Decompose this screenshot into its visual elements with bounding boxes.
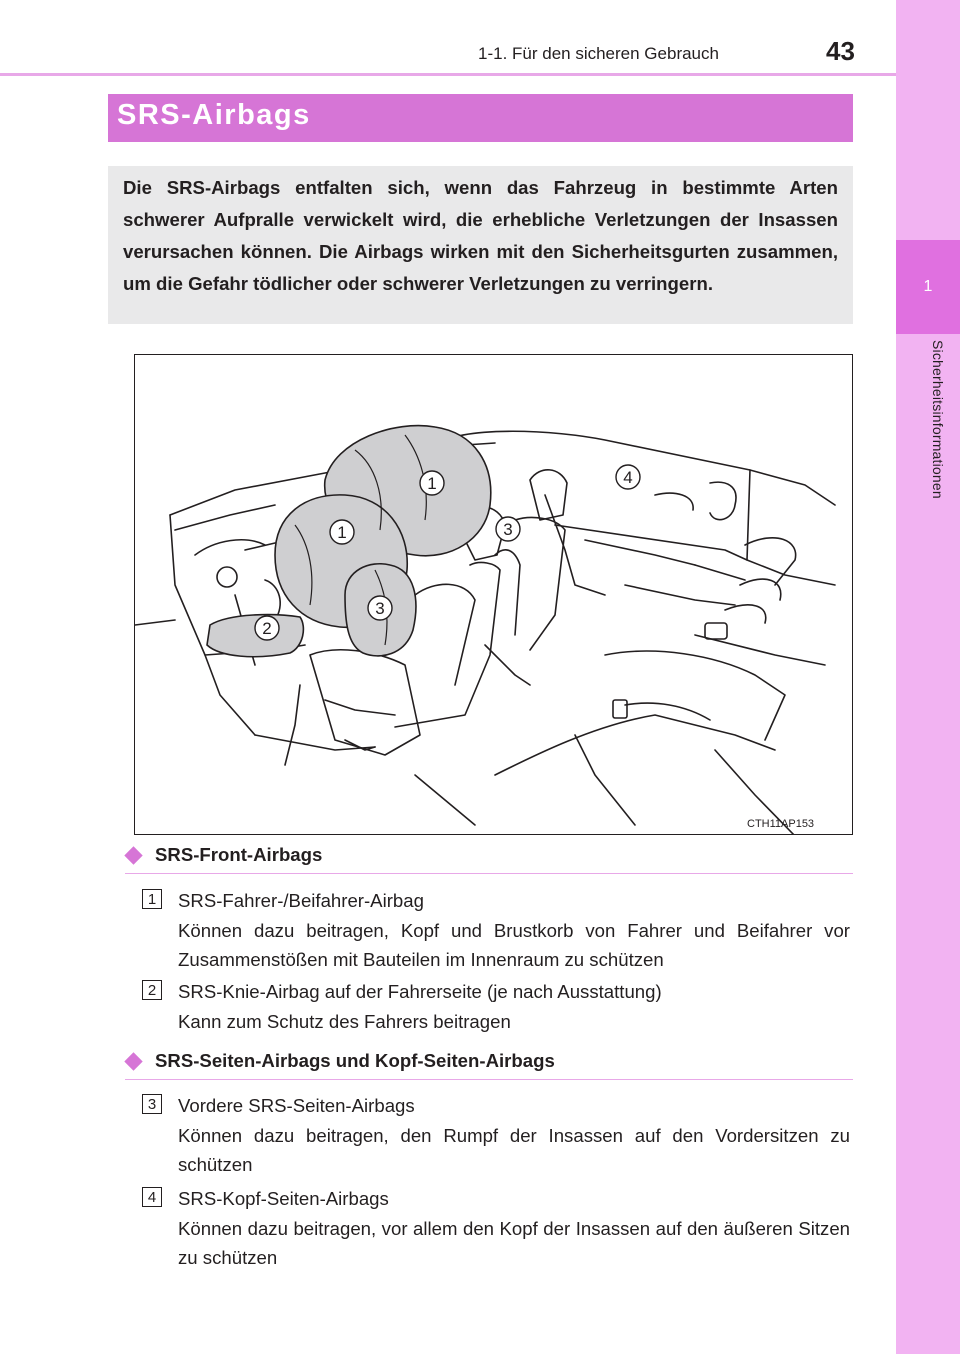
chapter-label: Sicherheitsinformationen	[930, 340, 946, 499]
item-description: Kann zum Schutz des Fahrers beitragen	[178, 1010, 511, 1032]
section-heading-front-airbags	[125, 844, 853, 874]
section-heading-label: SRS-Seiten-Airbags und Kopf-Seiten-Airbags	[155, 1050, 555, 1071]
callout-3-driver-side	[368, 596, 392, 620]
callout-1-passenger	[420, 471, 444, 495]
item-number-badge: 1	[142, 889, 162, 909]
item-title: SRS-Knie-Airbag auf der Fahrerseite (je nach Ausstattung)	[178, 981, 662, 1002]
item-description: Können dazu beitragen, Kopf und Brustkorb von Fahrer und Beifahrer vor Zusammenstößen mit Bauteilen im Innenraum zu schützen	[178, 919, 850, 970]
item-text	[178, 977, 850, 1036]
list-item	[142, 1091, 854, 1177]
item-title: SRS-Fahrer-/Beifahrer-Airbag	[178, 890, 424, 911]
chapter-tab	[896, 0, 960, 1354]
item-number-badge: 4	[142, 1187, 162, 1207]
callout-3-passenger-side	[496, 517, 520, 541]
page-number: 43	[826, 36, 855, 66]
intro-text: Die SRS-Airbags entfalten sich, wenn das Fahrzeug in bestimmte Arten schwerer Aufpralle verwickelt wird, die erhebliche Verletzungen der Insassen verursachen können. Die Airbags wirken mit den Sicherheitsgurten zusammen, um die Gefahr tödlicher oder schwerer Verletzungen zu verringern.	[123, 177, 838, 294]
svg-text:3: 3	[375, 599, 385, 618]
callout-1-driver	[330, 520, 354, 544]
item-title: SRS-Kopf-Seiten-Airbags	[178, 1188, 389, 1209]
header-divider	[0, 73, 896, 76]
callout-2-knee	[255, 616, 279, 640]
svg-text:4: 4	[623, 468, 633, 487]
section-heading-side-airbags	[125, 1050, 853, 1080]
list-item	[142, 977, 854, 1037]
diamond-bullet-icon	[124, 1052, 142, 1070]
svg-text:3: 3	[503, 520, 513, 539]
item-number-badge: 3	[142, 1094, 162, 1114]
svg-text:2: 2	[262, 619, 272, 638]
diamond-bullet-icon	[124, 846, 142, 864]
item-text	[178, 1184, 850, 1273]
car-interior-drawing	[135, 355, 853, 835]
section-heading-label: SRS-Front-Airbags	[155, 844, 323, 865]
page-title: SRS-Airbags	[117, 99, 311, 131]
airbag-illustration	[134, 354, 853, 835]
item-description: Können dazu beitragen, den Rumpf der Insassen auf den Vordersitzen zu schützen	[178, 1124, 850, 1175]
item-number-badge: 2	[142, 980, 162, 1000]
callout-4-curtain	[616, 465, 640, 489]
svg-text:1: 1	[337, 523, 347, 542]
section-title: 1-1. Für den sicheren Gebrauch	[478, 44, 719, 63]
list-item	[142, 886, 854, 972]
item-description: Können dazu beitragen, vor allem den Kopf der Insassen auf den äußeren Sitzen zu schützen	[178, 1217, 850, 1268]
item-title: Vordere SRS-Seiten-Airbags	[178, 1095, 415, 1116]
item-text	[178, 1091, 850, 1180]
item-text	[178, 886, 850, 975]
chapter-number: 1	[923, 278, 933, 295]
figure-code: CTH11AP153	[747, 818, 815, 830]
svg-text:1: 1	[427, 474, 437, 493]
list-item	[142, 1184, 854, 1274]
